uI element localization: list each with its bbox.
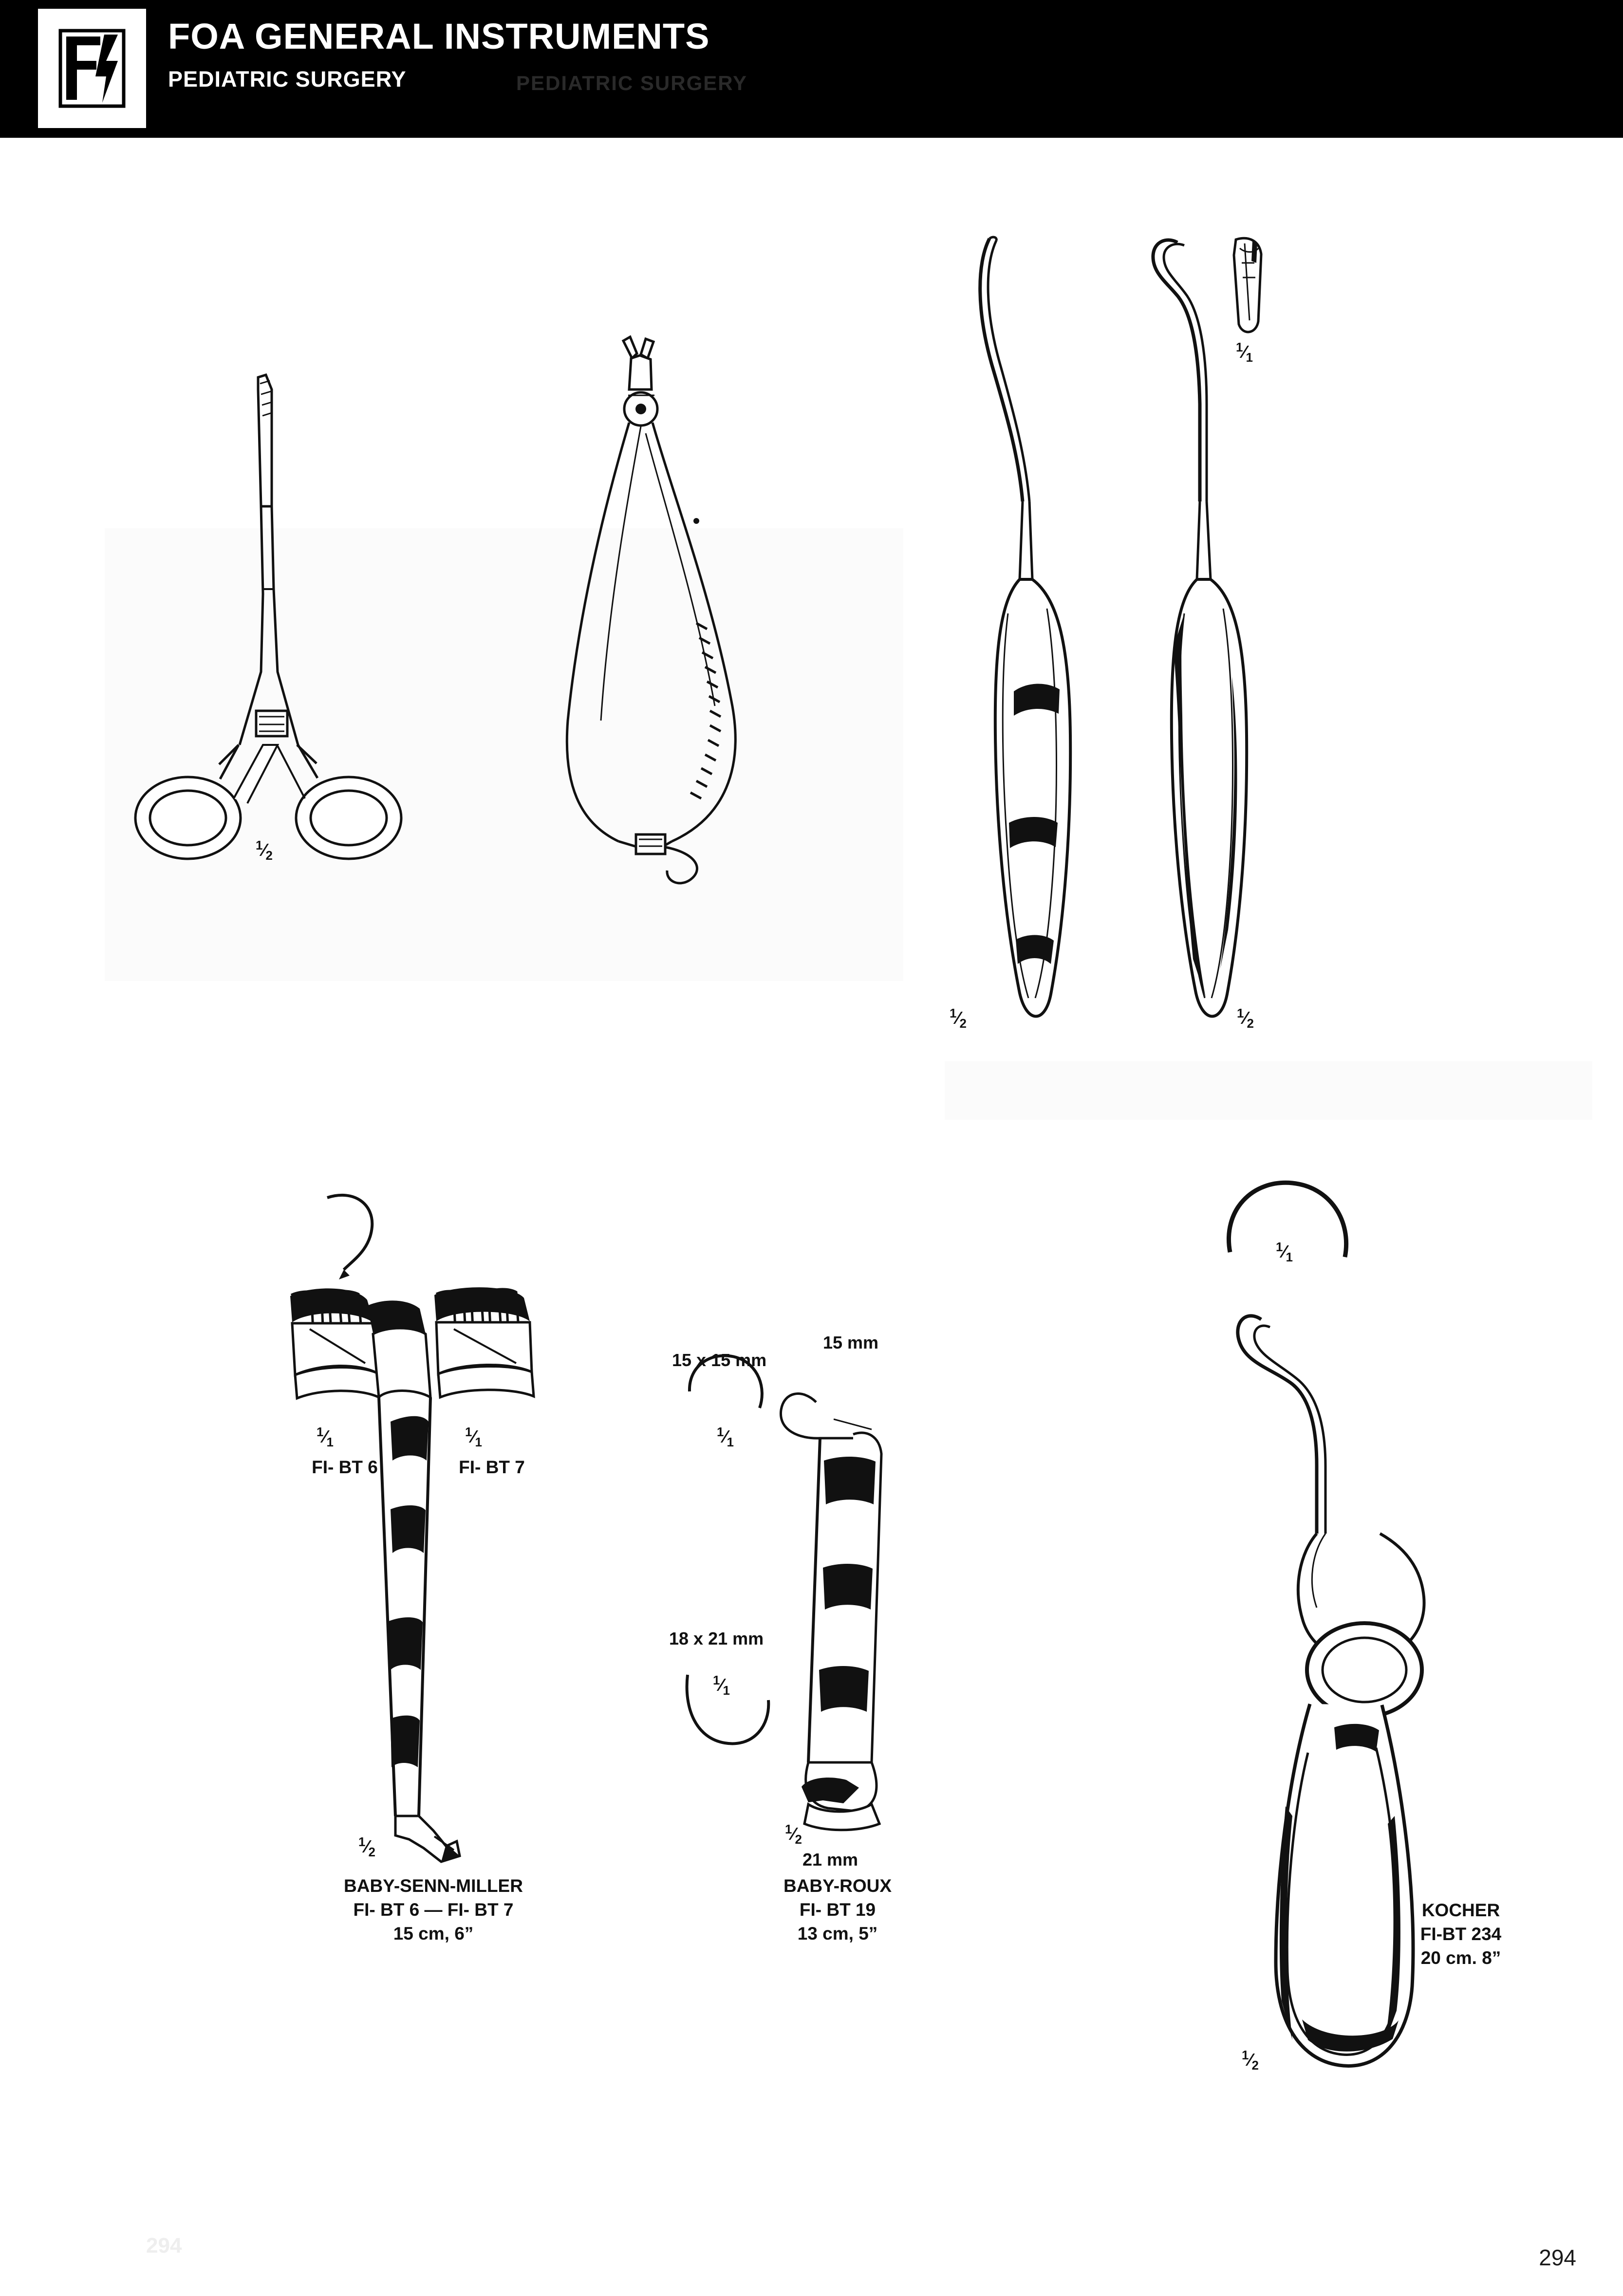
scale-dissector-hooked: $^1⁄_2$ — [1237, 1007, 1254, 1031]
baby-roux-drawing — [662, 1334, 1003, 1918]
header-ghost-text: PEDIATRIC SURGERY — [516, 72, 748, 94]
header-subtitle: PEDIATRIC SURGERY — [168, 67, 407, 92]
scale-baby-senn-miller: $^1⁄_2$ — [358, 1835, 375, 1860]
scale-detail-21mm: $^1⁄_1$ — [713, 1674, 730, 1698]
label-fi-bt-7: FI- BT 7 — [459, 1457, 525, 1477]
dimension-15mm: 15 mm — [823, 1333, 879, 1352]
dimension-15x15mm: 15 x 15 mm — [672, 1350, 767, 1370]
dimension-21mm: 21 mm — [802, 1850, 858, 1870]
page-header — [0, 0, 1623, 138]
dimension-18x21mm: 18 x 21 mm — [669, 1629, 764, 1648]
baby-senn-miller-drawing — [263, 1168, 604, 1913]
caption-baby-senn-miller-size: 15 cm, 6” — [393, 1924, 474, 1944]
scale-baby-roux: $^1⁄_2$ — [785, 1823, 802, 1847]
header-title: FOA GENERAL INSTRUMENTS — [168, 16, 710, 56]
scale-kocher: $^1⁄_2$ — [1242, 2049, 1259, 2073]
caption-baby-roux-name: BABY-ROUX — [783, 1876, 892, 1896]
caption-baby-roux-size: 13 cm, 5” — [797, 1924, 878, 1944]
dissector-hooked-drawing — [1120, 229, 1281, 1042]
caption-baby-roux-ref: FI- BT 19 — [799, 1900, 876, 1920]
label-fi-bt-6: FI- BT 6 — [312, 1457, 378, 1477]
figure-dissector-curved — [950, 229, 1110, 1042]
needle-holder-drawing — [117, 360, 429, 901]
scale-fi-bt-7: $^1⁄_1$ — [465, 1426, 482, 1450]
dissector-curved-drawing — [954, 229, 1110, 1042]
figure-baby-senn-miller — [263, 1168, 604, 1944]
caption-baby-senn-miller-name: BABY-SENN-MILLER — [344, 1876, 523, 1896]
figure-kocher-retractor — [1188, 1164, 1558, 2089]
caption-baby-senn-miller-ref: FI- BT 6 — FI- BT 7 — [353, 1900, 514, 1920]
page-number: 294 — [1539, 2245, 1576, 2270]
bone-forceps-drawing — [550, 331, 901, 896]
figure-bone-cutting-forceps — [550, 331, 901, 896]
scale-detail-15mm: $^1⁄_1$ — [717, 1426, 734, 1450]
figure-dissector-hooked — [1120, 229, 1281, 1042]
scale-raspatory-small: $^1⁄_1$ — [1236, 341, 1253, 365]
scan-wash-2 — [945, 1061, 1592, 1120]
scale-needle-holder: $^1⁄_2$ — [256, 839, 273, 863]
foa-logo-mark — [56, 26, 129, 111]
caption-kocher-name: KOCHER — [1421, 1900, 1500, 1920]
figure-baby-roux — [662, 1333, 1003, 1944]
scale-kocher-detail: $^1⁄_1$ — [1276, 1241, 1293, 1265]
figure-needle-holder — [117, 360, 429, 901]
caption-kocher-size: 20 cm. 8” — [1420, 1948, 1501, 1968]
scale-fi-bt-6: $^1⁄_1$ — [317, 1426, 334, 1450]
foa-logo — [38, 9, 146, 128]
scale-dissector-curved: $^1⁄_2$ — [950, 1007, 967, 1031]
page-number-ghost: 294 — [146, 2234, 182, 2258]
caption-kocher-ref: FI-BT 234 — [1420, 1924, 1502, 1944]
